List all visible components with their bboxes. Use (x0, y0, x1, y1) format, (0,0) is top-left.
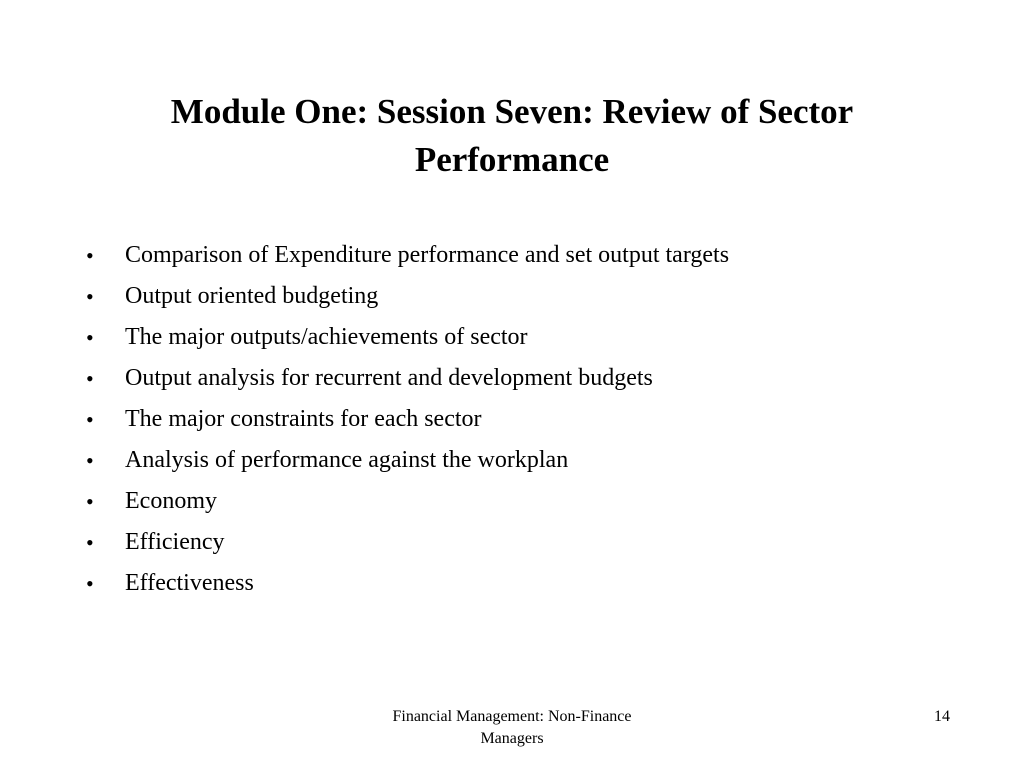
footer-title (352, 706, 672, 750)
footer-line-2: Managers (480, 730, 544, 747)
bullet-list (86, 235, 966, 604)
slide-title (0, 88, 1024, 184)
bullet-icon: • (86, 407, 94, 432)
bullet-text: Comparison of Expenditure performance and set output targets (125, 242, 730, 268)
slide-title-line-2: Performance (414, 140, 610, 179)
bullet-icon: • (86, 325, 94, 350)
bullet-item (86, 563, 966, 604)
bullet-item (86, 317, 966, 358)
bullet-text: The major constraints for each sector (125, 406, 482, 432)
bullet-icon: • (86, 571, 94, 596)
bullet-text: Output oriented budgeting (125, 283, 379, 309)
bullet-text: Analysis of performance against the workplan (125, 447, 569, 473)
bullet-text: Output analysis for recurrent and development budgets (125, 365, 653, 391)
bullet-item (86, 358, 966, 399)
bullet-item (86, 481, 966, 522)
bullet-item (86, 399, 966, 440)
slide-title-line-1: Module One: Session Seven: Review of Sector (170, 92, 854, 131)
bullet-icon: • (86, 243, 94, 268)
bullet-item (86, 276, 966, 317)
bullet-text: Economy (125, 488, 217, 514)
bullet-icon: • (86, 489, 94, 514)
page-number: 14 (934, 708, 950, 725)
bullet-icon: • (86, 530, 94, 555)
bullet-text: Efficiency (125, 529, 225, 555)
bullet-item (86, 440, 966, 481)
bullet-item (86, 235, 966, 276)
footer-line-1: Financial Management: Non-Finance (392, 708, 632, 725)
bullet-item (86, 522, 966, 563)
bullet-text: Effectiveness (125, 570, 254, 596)
bullet-icon: • (86, 448, 94, 473)
bullet-icon: • (86, 366, 94, 391)
bullet-icon: • (86, 284, 94, 309)
bullet-text: The major outputs/achievements of sector (125, 324, 528, 350)
